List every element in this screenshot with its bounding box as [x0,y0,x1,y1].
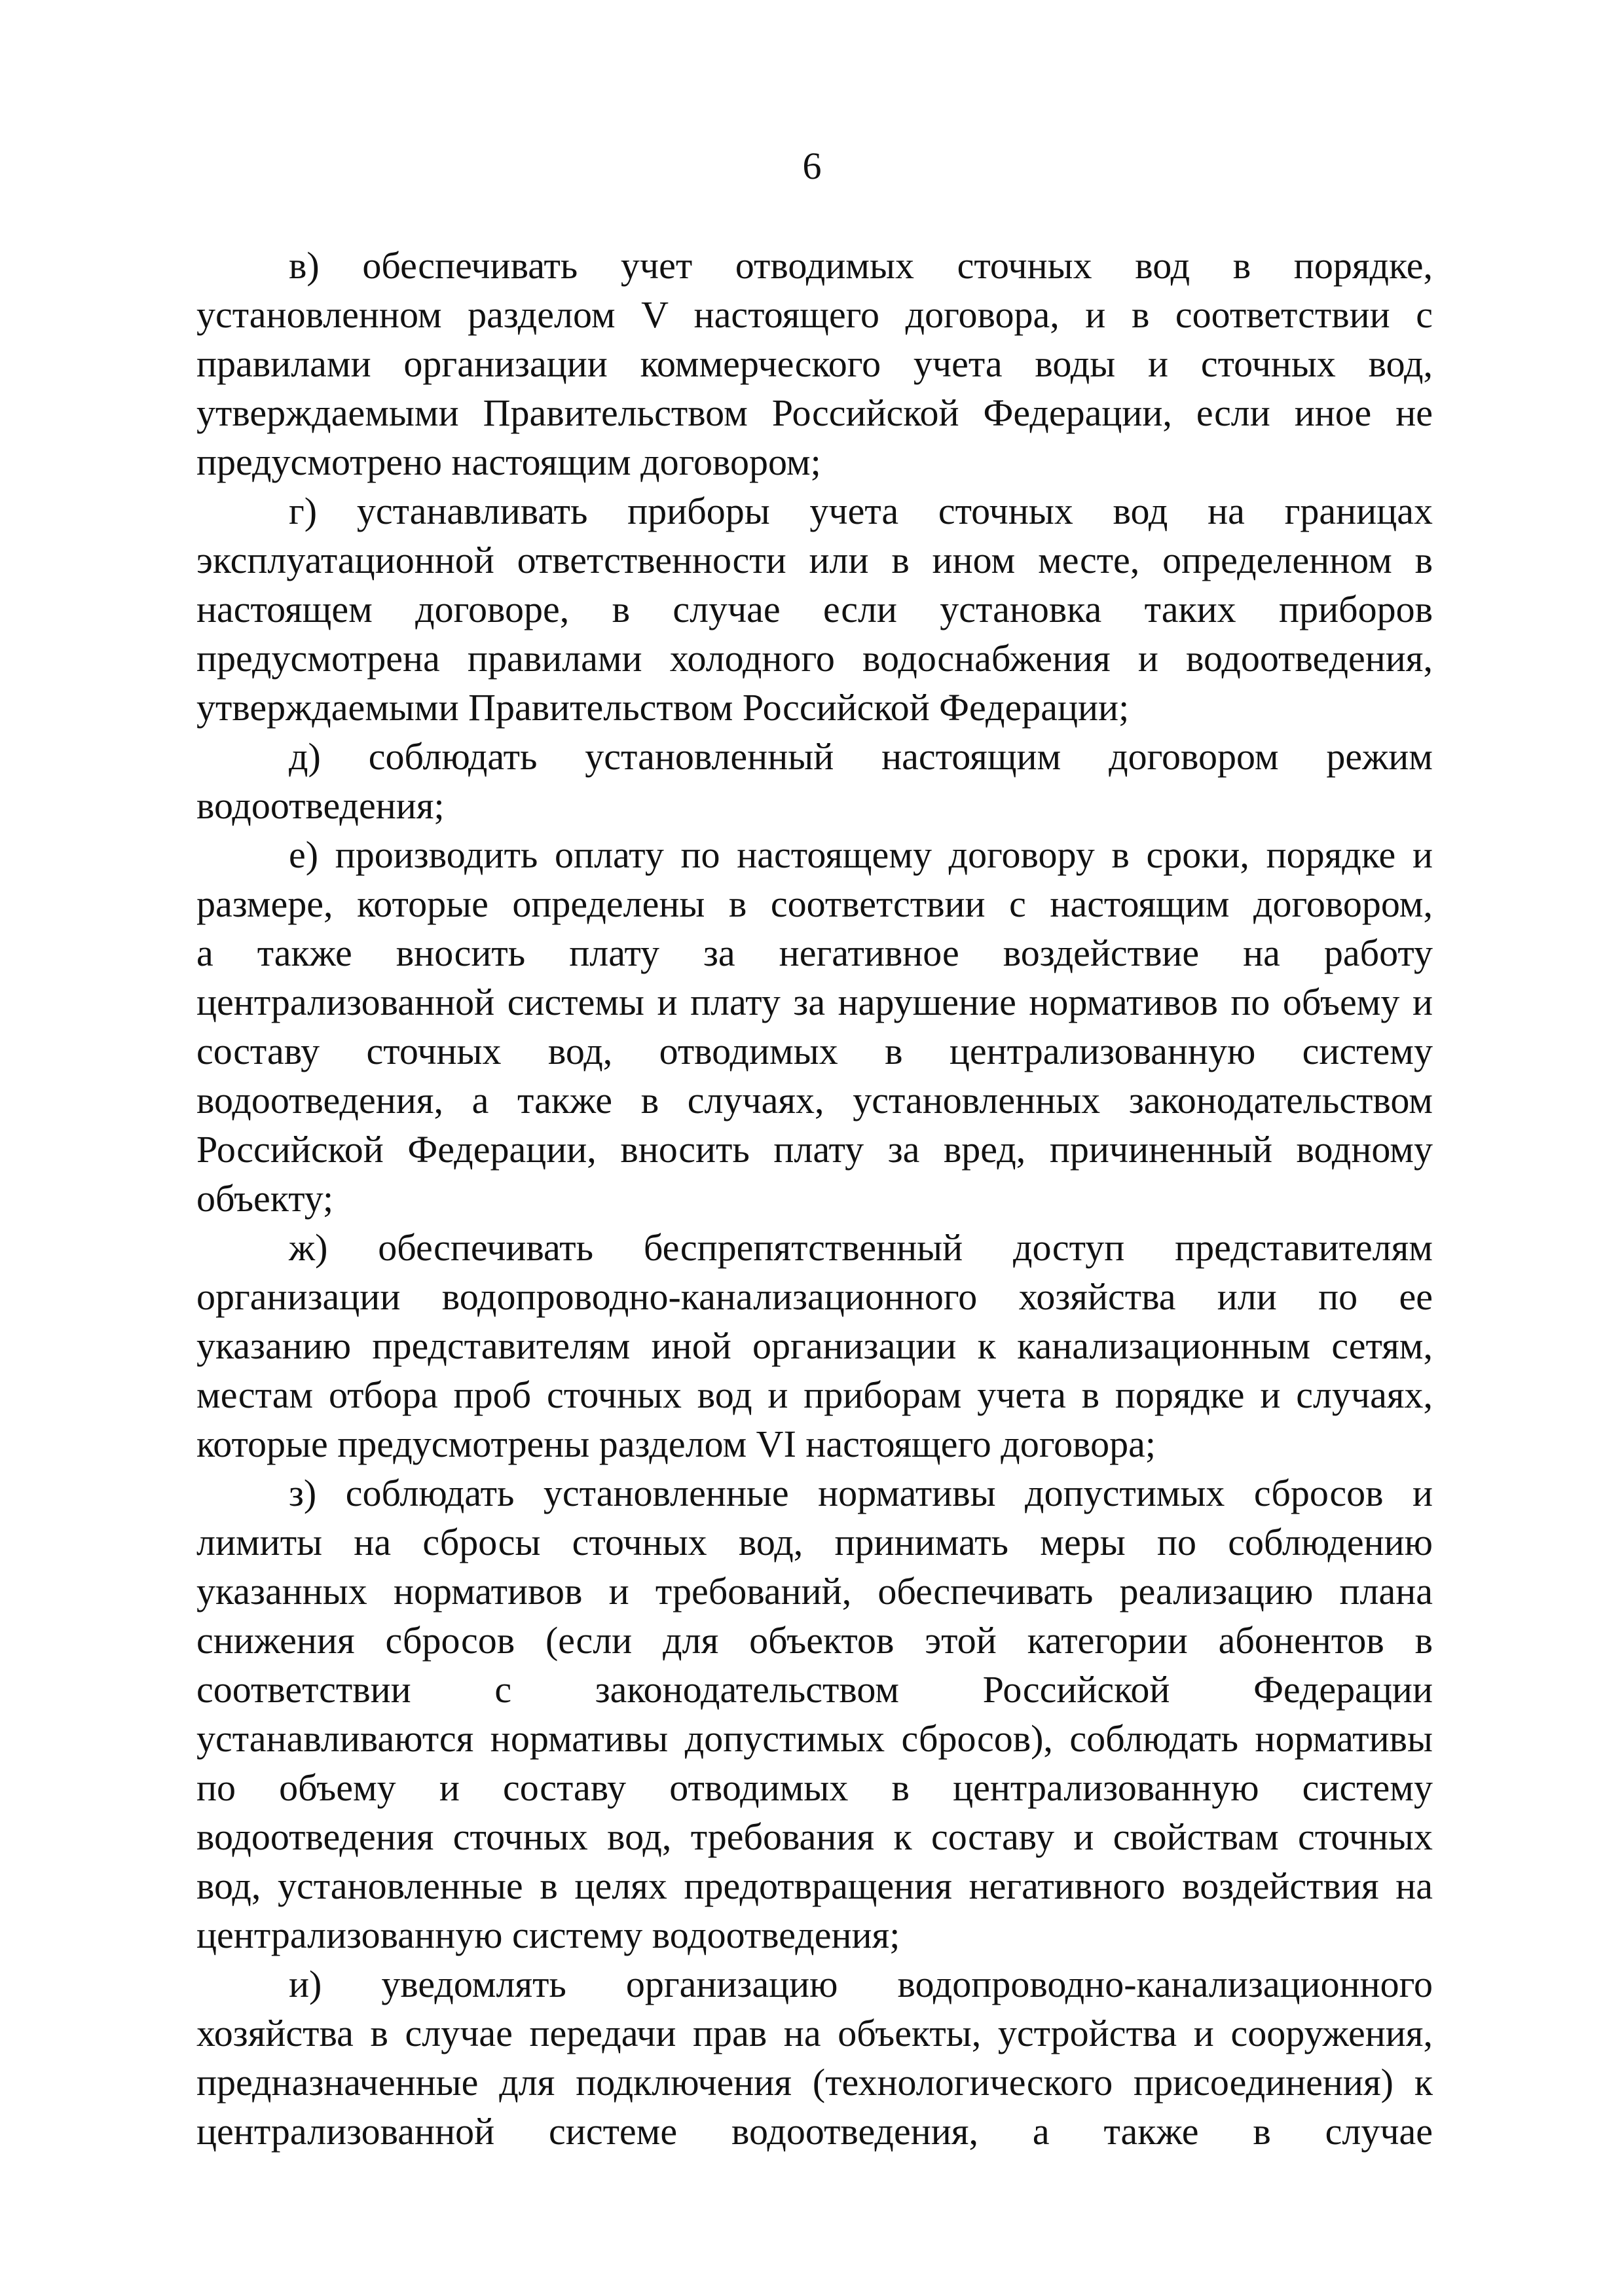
paragraph-v [196,241,1433,486]
text-line: лимиты на сбросы сточных вод, принимать меры по соблюдению [196,1521,1433,1563]
text-line: местам отбора проб сточных вод и приборам учета в порядке и случаях, [196,1374,1433,1416]
text-line: централизованной системе водоотведения, а также в случае [196,2110,1433,2153]
text-line: настоящем договоре, в случае если установка таких приборов [196,588,1433,630]
document-body [196,241,1433,2156]
text-line: предназначенные для подключения (технологического присоединения) к [196,2061,1433,2104]
text-line: ж) обеспечивать беспрепятственный доступ представителям [289,1226,1433,1269]
text-line: Российской Федерации, вносить плату за вред, причиненный водному [196,1128,1433,1171]
text-line: предусмотрена правилами холодного водоснабжения и водоотведения, [196,637,1433,680]
text-line: предусмотрено настоящим договором; [196,441,821,483]
text-line: размере, которые определены в соответствии с настоящим договором, [196,883,1433,925]
text-line: вод, установленные в целях предотвращения негативного воздействия на [196,1865,1433,1907]
paragraph-g [196,486,1433,732]
text-line: соответствии с законодательством Российской Федерации [196,1668,1433,1711]
text-line: эксплуатационной ответственности или в ином месте, определенном в [196,539,1433,581]
text-line: з) соблюдать установленные нормативы допустимых сбросов и [289,1472,1433,1514]
paragraph-z [196,1468,1433,1959]
text-line: а также вносить плату за негативное воздействие на работу [196,932,1433,974]
text-line: составу сточных вод, отводимых в централизованную систему [196,1030,1433,1072]
text-line: указанных нормативов и требований, обеспечивать реализацию плана [196,1570,1433,1613]
text-line: водоотведения, а также в случаях, установленных законодательством [196,1079,1433,1121]
text-line: в) обеспечивать учет отводимых сточных вод в порядке, [289,244,1433,287]
page-number: 6 [802,145,822,187]
text-line: д) соблюдать установленный настоящим договором режим [289,735,1433,778]
text-line: указанию представителям иной организации к канализационным сетям, [196,1324,1433,1367]
text-line: централизованной системы и плату за нарушение нормативов по объему и [196,981,1433,1023]
text-line: объекту; [196,1177,334,1220]
text-line: которые предусмотрены разделом VI настоящего договора; [196,1423,1156,1465]
text-line: по объему и составу отводимых в централизованную систему [196,1766,1433,1809]
text-line: утверждаемыми Правительством Российской Федерации, если иное не [196,392,1433,434]
text-line: водоотведения сточных вод, требования к составу и свойствам сточных [196,1815,1433,1858]
text-line: хозяйства в случае передачи прав на объекты, устройства и сооружения, [196,2012,1433,2054]
text-line: организации водопроводно-канализационного хозяйства или по ее [196,1275,1433,1318]
text-line: централизованную систему водоотведения; [196,1914,900,1956]
text-line: и) уведомлять организацию водопроводно-канализационного [289,1963,1433,2005]
paragraph-d [196,732,1433,830]
text-line: снижения сбросов (если для объектов этой категории абонентов в [196,1619,1433,1662]
text-line: устанавливаются нормативы допустимых сбросов), соблюдать нормативы [196,1717,1433,1760]
text-line: е) производить оплату по настоящему договору в сроки, порядке и [289,833,1433,876]
text-line: установленном разделом V настоящего договора, и в соответствии с [196,293,1433,336]
paragraph-e [196,830,1433,1223]
text-line: г) устанавливать приборы учета сточных вод на границах [289,490,1433,532]
paragraph-zh [196,1223,1433,1468]
paragraph-i [196,1959,1433,2156]
text-line: водоотведения; [196,784,445,827]
text-line: правилами организации коммерческого учета воды и сточных вод, [196,342,1433,385]
text-line: утверждаемыми Правительством Российской Федерации; [196,686,1130,729]
